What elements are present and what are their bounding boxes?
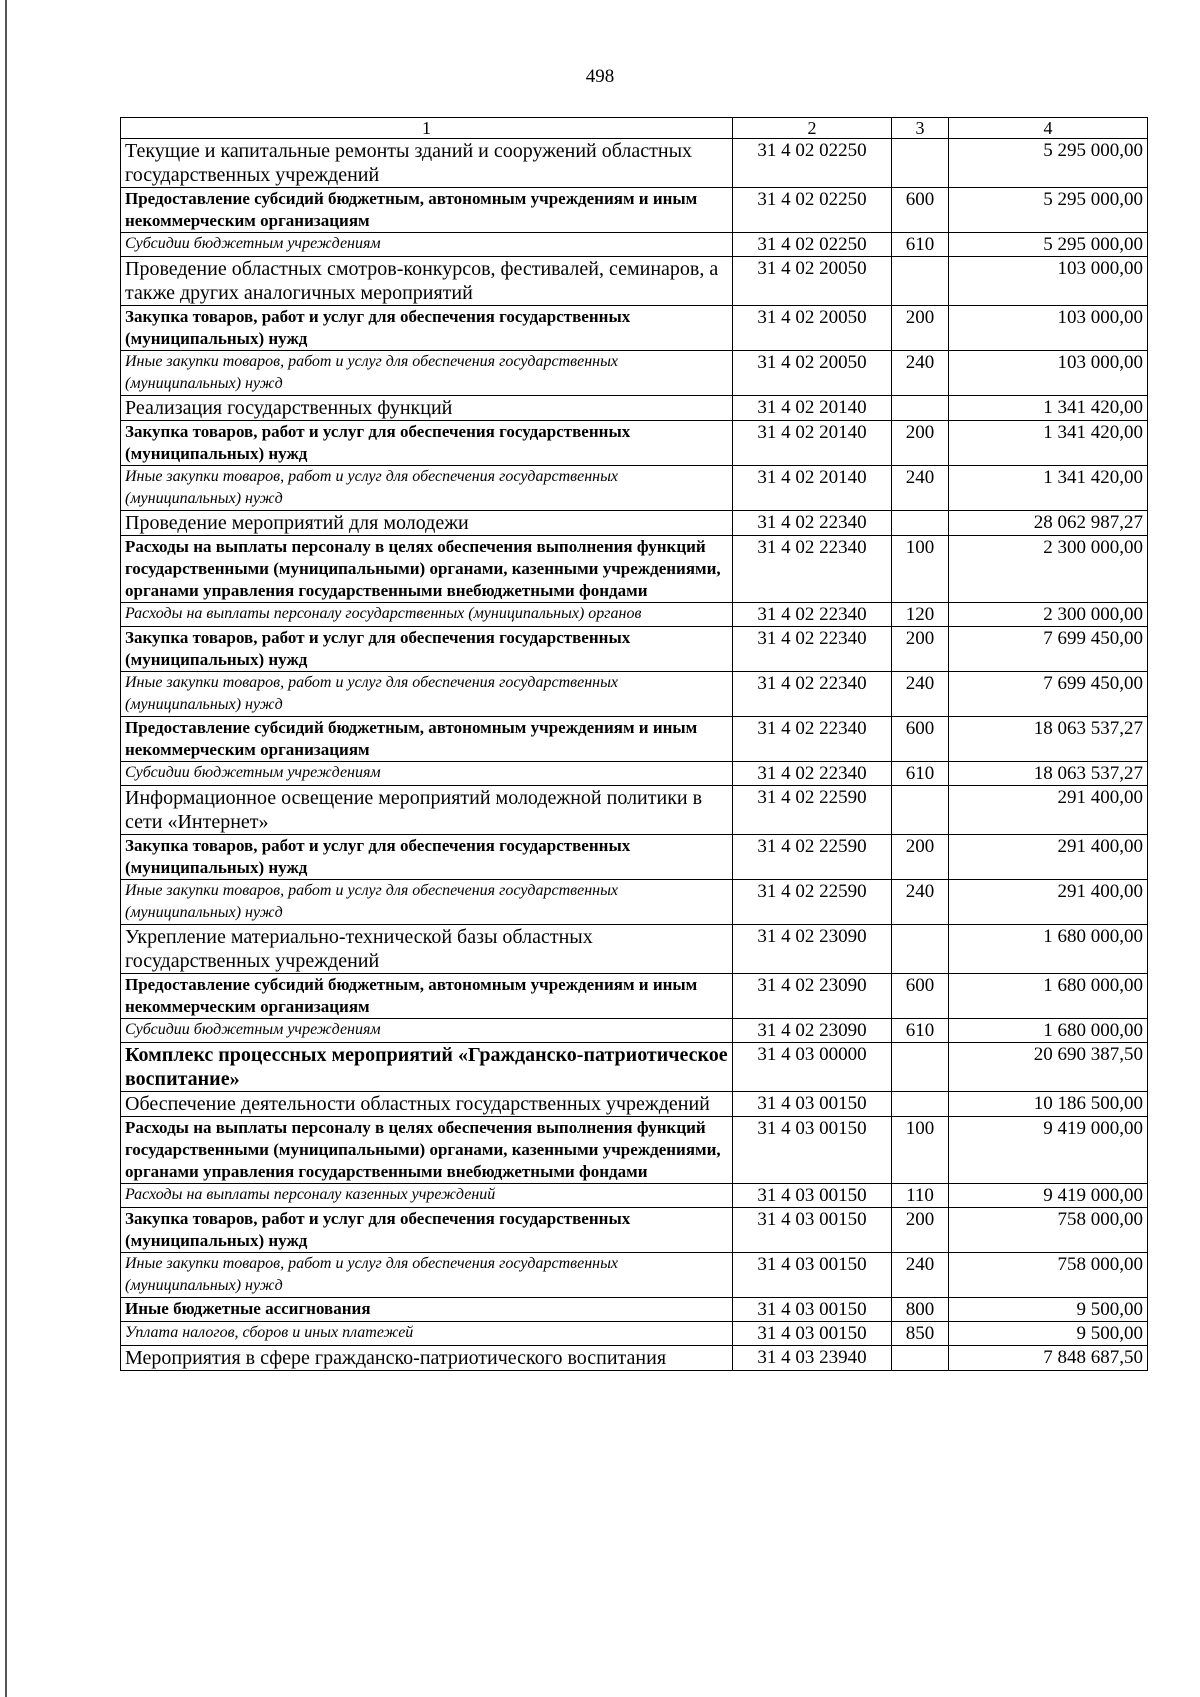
row-code: 31 4 02 23090 (733, 974, 892, 1019)
row-code: 31 4 02 23090 (733, 1019, 892, 1043)
row-code: 31 4 02 22340 (733, 627, 892, 672)
row-code: 31 4 02 20050 (733, 351, 892, 396)
row-name: Проведение областных смотров-конкурсов, фестивалей, семинаров, а также других аналогичных мероприятий (121, 257, 733, 306)
row-code: 31 4 02 22340 (733, 603, 892, 627)
row-expense-type (892, 1346, 949, 1371)
row-code: 31 4 02 22590 (733, 835, 892, 880)
table-row (121, 188, 1148, 233)
row-name: Иные закупки товаров, работ и услуг для обеспечения государственных (муниципальных) нужд (121, 466, 733, 511)
column-header-3: 3 (892, 118, 949, 139)
row-name: Обеспечение деятельности областных государственных учреждений (121, 1092, 733, 1117)
row-amount: 291 400,00 (949, 835, 1148, 880)
row-expense-type: 240 (892, 880, 949, 925)
table-row (121, 466, 1148, 511)
row-expense-type: 600 (892, 188, 949, 233)
row-code: 31 4 02 20050 (733, 306, 892, 351)
column-header-4: 4 (949, 118, 1148, 139)
table-row (121, 421, 1148, 466)
row-name: Закупка товаров, работ и услуг для обеспечения государственных (муниципальных) нужд (121, 1208, 733, 1253)
budget-table (120, 117, 1148, 1371)
row-code: 31 4 02 20140 (733, 466, 892, 511)
row-expense-type: 240 (892, 1253, 949, 1298)
row-name: Закупка товаров, работ и услуг для обеспечения государственных (муниципальных) нужд (121, 306, 733, 351)
row-code: 31 4 02 02250 (733, 233, 892, 257)
row-expense-type: 600 (892, 717, 949, 762)
row-name: Расходы на выплаты персоналу казенных учреждений (121, 1184, 733, 1208)
row-name: Укрепление материально-технической базы областных государственных учреждений (121, 925, 733, 974)
row-name: Мероприятия в сфере гражданско-патриотического воспитания (121, 1346, 733, 1371)
row-expense-type (892, 257, 949, 306)
table-row (121, 603, 1148, 627)
row-expense-type (892, 786, 949, 835)
row-code: 31 4 03 00150 (733, 1298, 892, 1322)
scan-edge-line (5, 0, 7, 1697)
row-expense-type: 610 (892, 1019, 949, 1043)
row-expense-type: 850 (892, 1322, 949, 1346)
row-expense-type: 610 (892, 233, 949, 257)
table-row (121, 1043, 1148, 1092)
row-amount: 2 300 000,00 (949, 536, 1148, 603)
row-code: 31 4 02 22340 (733, 762, 892, 786)
row-name: Уплата налогов, сборов и иных платежей (121, 1322, 733, 1346)
row-name: Комплекс процессных мероприятий «Гражданско-патриотическое воспитание» (121, 1043, 733, 1092)
row-name: Закупка товаров, работ и услуг для обеспечения государственных (муниципальных) нужд (121, 835, 733, 880)
row-code: 31 4 03 00150 (733, 1117, 892, 1184)
row-amount: 18 063 537,27 (949, 717, 1148, 762)
row-name: Расходы на выплаты персоналу в целях обеспечения выполнения функций государственными (муниципальными) органами, казенными учреждениями, органами управления государственными внебюджетными фондами (121, 536, 733, 603)
table-row (121, 1019, 1148, 1043)
row-code: 31 4 02 22340 (733, 672, 892, 717)
row-expense-type: 200 (892, 421, 949, 466)
table-row (121, 1092, 1148, 1117)
row-name: Информационное освещение мероприятий молодежной политики в сети «Интернет» (121, 786, 733, 835)
page-number: 498 (585, 66, 615, 87)
row-amount: 103 000,00 (949, 257, 1148, 306)
row-expense-type (892, 1092, 949, 1117)
row-amount: 28 062 987,27 (949, 511, 1148, 536)
row-expense-type: 610 (892, 762, 949, 786)
table-row (121, 1184, 1148, 1208)
row-expense-type: 120 (892, 603, 949, 627)
row-expense-type (892, 396, 949, 421)
row-expense-type: 100 (892, 536, 949, 603)
row-code: 31 4 02 22340 (733, 511, 892, 536)
row-name: Иные бюджетные ассигнования (121, 1298, 733, 1322)
table-row (121, 1208, 1148, 1253)
row-code: 31 4 03 00150 (733, 1322, 892, 1346)
column-header-2: 2 (733, 118, 892, 139)
row-expense-type (892, 1043, 949, 1092)
row-amount: 758 000,00 (949, 1208, 1148, 1253)
row-expense-type: 100 (892, 1117, 949, 1184)
row-name: Субсидии бюджетным учреждениям (121, 762, 733, 786)
row-amount: 9 419 000,00 (949, 1184, 1148, 1208)
row-amount: 9 500,00 (949, 1322, 1148, 1346)
table-row (121, 139, 1148, 188)
row-name: Реализация государственных функций (121, 396, 733, 421)
row-name: Закупка товаров, работ и услуг для обеспечения государственных (муниципальных) нужд (121, 421, 733, 466)
row-expense-type: 200 (892, 306, 949, 351)
row-name: Расходы на выплаты персоналу в целях обеспечения выполнения функций государственными (муниципальными) органами, казенными учреждениями, органами управления государственными внебюджетными фондами (121, 1117, 733, 1184)
row-amount: 9 419 000,00 (949, 1117, 1148, 1184)
table-row (121, 511, 1148, 536)
row-name: Проведение мероприятий для молодежи (121, 511, 733, 536)
table-header-row (121, 118, 1148, 139)
table-row (121, 233, 1148, 257)
row-amount: 7 699 450,00 (949, 627, 1148, 672)
row-name: Предоставление субсидий бюджетным, автономным учреждениям и иным некоммерческим организациям (121, 188, 733, 233)
row-code: 31 4 02 20140 (733, 396, 892, 421)
table-row (121, 536, 1148, 603)
column-header-1: 1 (121, 118, 733, 139)
table-row (121, 1253, 1148, 1298)
row-amount: 1 341 420,00 (949, 396, 1148, 421)
row-expense-type: 110 (892, 1184, 949, 1208)
row-amount: 1 680 000,00 (949, 925, 1148, 974)
row-code: 31 4 03 00150 (733, 1092, 892, 1117)
table-row (121, 257, 1148, 306)
row-amount: 1 341 420,00 (949, 421, 1148, 466)
row-code: 31 4 03 00150 (733, 1184, 892, 1208)
row-name: Субсидии бюджетным учреждениям (121, 1019, 733, 1043)
row-amount: 20 690 387,50 (949, 1043, 1148, 1092)
row-name: Иные закупки товаров, работ и услуг для обеспечения государственных (муниципальных) нужд (121, 351, 733, 396)
row-code: 31 4 03 23940 (733, 1346, 892, 1371)
row-amount: 291 400,00 (949, 786, 1148, 835)
table-row (121, 396, 1148, 421)
row-code: 31 4 03 00150 (733, 1253, 892, 1298)
row-expense-type: 240 (892, 672, 949, 717)
row-expense-type (892, 925, 949, 974)
row-amount: 1 341 420,00 (949, 466, 1148, 511)
row-name: Предоставление субсидий бюджетным, автономным учреждениям и иным некоммерческим организациям (121, 717, 733, 762)
row-amount: 103 000,00 (949, 306, 1148, 351)
row-code: 31 4 03 00000 (733, 1043, 892, 1092)
row-amount: 103 000,00 (949, 351, 1148, 396)
table-row (121, 672, 1148, 717)
table-row (121, 717, 1148, 762)
row-amount: 9 500,00 (949, 1298, 1148, 1322)
row-amount: 1 680 000,00 (949, 974, 1148, 1019)
row-name: Предоставление субсидий бюджетным, автономным учреждениям и иным некоммерческим организациям (121, 974, 733, 1019)
row-amount: 7 699 450,00 (949, 672, 1148, 717)
row-amount: 1 680 000,00 (949, 1019, 1148, 1043)
table-row (121, 835, 1148, 880)
row-name: Иные закупки товаров, работ и услуг для обеспечения государственных (муниципальных) нужд (121, 1253, 733, 1298)
row-amount: 7 848 687,50 (949, 1346, 1148, 1371)
table-row (121, 351, 1148, 396)
row-code: 31 4 02 22590 (733, 786, 892, 835)
table-row (121, 1346, 1148, 1371)
row-code: 31 4 02 20050 (733, 257, 892, 306)
row-expense-type: 800 (892, 1298, 949, 1322)
table-row (121, 974, 1148, 1019)
table-row (121, 880, 1148, 925)
row-expense-type: 600 (892, 974, 949, 1019)
row-amount: 2 300 000,00 (949, 603, 1148, 627)
row-code: 31 4 02 02250 (733, 188, 892, 233)
row-name: Расходы на выплаты персоналу государственных (муниципальных) органов (121, 603, 733, 627)
table-row (121, 306, 1148, 351)
row-expense-type (892, 139, 949, 188)
row-name: Закупка товаров, работ и услуг для обеспечения государственных (муниципальных) нужд (121, 627, 733, 672)
table-row (121, 1322, 1148, 1346)
row-amount: 758 000,00 (949, 1253, 1148, 1298)
row-amount: 5 295 000,00 (949, 233, 1148, 257)
row-amount: 5 295 000,00 (949, 188, 1148, 233)
row-code: 31 4 02 22590 (733, 880, 892, 925)
row-code: 31 4 02 23090 (733, 925, 892, 974)
row-name: Иные закупки товаров, работ и услуг для обеспечения государственных (муниципальных) нужд (121, 880, 733, 925)
row-amount: 18 063 537,27 (949, 762, 1148, 786)
row-expense-type: 200 (892, 627, 949, 672)
row-code: 31 4 02 22340 (733, 717, 892, 762)
row-name: Текущие и капитальные ремонты зданий и сооружений областных государственных учреждений (121, 139, 733, 188)
row-amount: 5 295 000,00 (949, 139, 1148, 188)
row-amount: 10 186 500,00 (949, 1092, 1148, 1117)
table-row (121, 786, 1148, 835)
row-code: 31 4 02 20140 (733, 421, 892, 466)
table-row (121, 925, 1148, 974)
row-expense-type: 200 (892, 835, 949, 880)
row-code: 31 4 03 00150 (733, 1208, 892, 1253)
table-row (121, 1117, 1148, 1184)
table-row (121, 1298, 1148, 1322)
row-code: 31 4 02 02250 (733, 139, 892, 188)
row-expense-type: 200 (892, 1208, 949, 1253)
row-expense-type (892, 511, 949, 536)
row-name: Иные закупки товаров, работ и услуг для обеспечения государственных (муниципальных) нужд (121, 672, 733, 717)
row-code: 31 4 02 22340 (733, 536, 892, 603)
row-expense-type: 240 (892, 351, 949, 396)
row-expense-type: 240 (892, 466, 949, 511)
table-row (121, 762, 1148, 786)
table-row (121, 627, 1148, 672)
row-amount: 291 400,00 (949, 880, 1148, 925)
row-name: Субсидии бюджетным учреждениям (121, 233, 733, 257)
